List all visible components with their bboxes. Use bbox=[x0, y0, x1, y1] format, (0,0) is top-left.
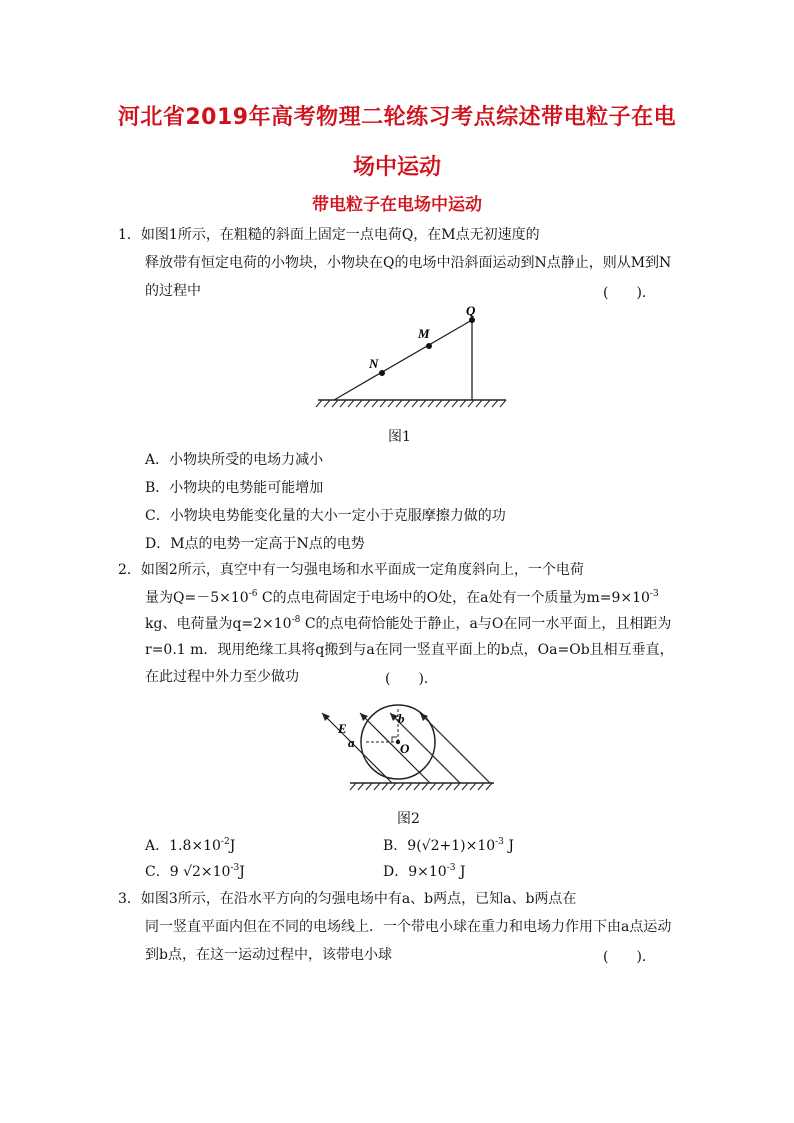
q2-line5: 在此过程中外力至少做功 bbox=[145, 669, 299, 685]
document-subtitle: 带电粒子在电场中运动 bbox=[312, 195, 482, 215]
figure-1-incline bbox=[310, 300, 510, 415]
q2-line3: kg、电荷量为$q=2\times 10^{-8}$ C的点电荷恰能处于静止，a与O在同一水平面上，且相距为 bbox=[145, 615, 672, 632]
q1-option-c: C．小物块电势能变化量的大小一定小于克服摩擦力做的功 bbox=[145, 508, 506, 524]
q2-line1: 2．如图2所示，真空中有一匀强电场和水平面成一定角度斜向上，一个电荷 bbox=[118, 562, 584, 578]
q2-option-d: D．$9\times 10^{-3}$ J bbox=[383, 863, 466, 880]
q1-line3: 的过程中 bbox=[145, 283, 201, 299]
figure-1-caption: 图1 bbox=[388, 429, 411, 445]
fig2-label-a: a bbox=[348, 735, 355, 750]
q1-answer-paren: ( )． bbox=[603, 285, 656, 301]
q1-option-d: D．M点的电势一定高于N点的电势 bbox=[145, 536, 365, 552]
q1-option-b: B．小物块的电势能可能增加 bbox=[145, 480, 324, 496]
fig2-label-E: E bbox=[338, 721, 347, 736]
fig2-label-O: O bbox=[400, 741, 410, 756]
fig1-label-Q: Q bbox=[466, 303, 476, 318]
fig2-label-b: b bbox=[398, 711, 405, 726]
q2-option-a: A．$1.8\times 10^{-2}J$ bbox=[145, 837, 236, 854]
q2-line2: 量为$Q=-5\times 10^{-6}$ C的点电荷固定于电场中的O处，在a处有一个质量为$m=9\times 10^{-3}$ bbox=[145, 589, 659, 606]
q2-answer-paren: ( )． bbox=[385, 671, 438, 687]
q1-line2: 释放带有恒定电荷的小物块，小物块在Q的电场中沿斜面运动到N点静止，则从M到N bbox=[145, 255, 672, 271]
q3-line1: 3．如图3所示，在沿水平方向的匀强电场中有a、b两点，已知a、b两点在 bbox=[118, 891, 577, 907]
q3-line3: 到b点，在这一运动过程中，该带电小球 bbox=[145, 947, 392, 963]
q2-option-c: C．9 $√2\times 10^{-3}J$ bbox=[145, 863, 245, 880]
document-title-line2: 场中运动 bbox=[352, 155, 441, 180]
fig1-label-N: N bbox=[369, 356, 379, 371]
figure-2-caption: 图2 bbox=[397, 811, 420, 827]
q1-option-a: A．小物块所受的电场力减小 bbox=[145, 452, 324, 468]
fig1-label-M: M bbox=[418, 326, 430, 341]
document-title-line1: 河北省2019年高考物理二轮练习考点综述带电粒子在电 bbox=[117, 105, 677, 130]
q3-answer-paren: ( )． bbox=[603, 949, 656, 965]
q1-line1: 1．如图1所示，在粗糙的斜面上固定一点电荷Q，在M点无初速度的 bbox=[118, 227, 540, 243]
q2-option-b: B．$9(√2+1)\times 10^{-3}$ J bbox=[383, 837, 514, 854]
figure-2-circle-field bbox=[310, 695, 500, 795]
q2-line4: r=0.1 m．现用绝缘工具将q搬到与a在同一竖直平面上的b点，Oa=Ob且相互垂直， bbox=[145, 642, 674, 658]
q3-line2: 同一竖直平面内但在不同的电场线上．一个带电小球在重力和电场力作用下由a点运动 bbox=[145, 919, 672, 935]
